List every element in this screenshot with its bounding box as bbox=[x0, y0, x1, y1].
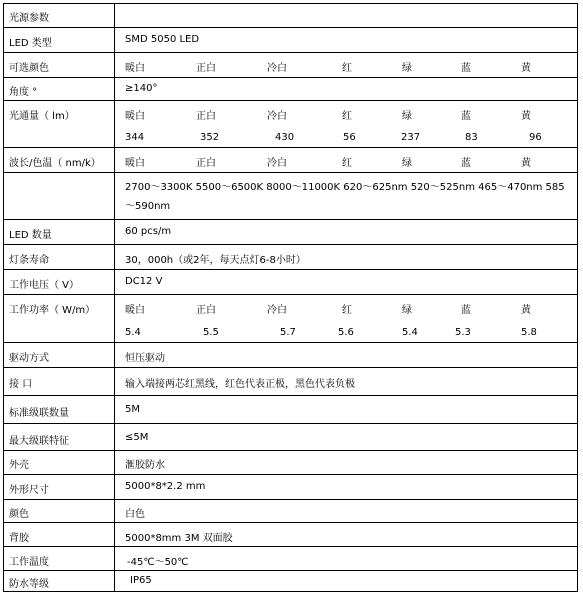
row-label: 外形尺寸 bbox=[9, 485, 49, 496]
row-label: 背胶 bbox=[9, 533, 29, 544]
table-row-housing bbox=[3, 451, 578, 475]
color-option: 黄 bbox=[521, 63, 531, 74]
table-row-lifetime bbox=[3, 245, 578, 270]
flux-color: 暖白 bbox=[125, 111, 145, 122]
row-label: 颜色 bbox=[9, 509, 29, 520]
flux-color: 正白 bbox=[196, 111, 216, 122]
color-option: 冷白 bbox=[267, 63, 287, 74]
column-divider bbox=[114, 3, 115, 592]
row-label: 防水等级 bbox=[9, 579, 49, 590]
color-option: 暖白 bbox=[125, 63, 145, 74]
wavelength-color: 冷白 bbox=[267, 158, 287, 169]
table-row-power bbox=[3, 295, 578, 343]
flux-value: 56 bbox=[343, 132, 356, 143]
power-color: 红 bbox=[342, 305, 352, 316]
table-row-colors bbox=[3, 53, 578, 78]
flux-value: 237 bbox=[401, 132, 421, 143]
row-label: 灯条寿命 bbox=[9, 255, 49, 266]
row-value: 输入端接两芯红黑线，红色代表正极，黑色代表负极 bbox=[125, 379, 355, 390]
row-label: 标准级联数量 bbox=[9, 408, 69, 419]
row-value: 恒压驱动 bbox=[125, 353, 165, 364]
table-row-interface bbox=[3, 368, 578, 396]
color-option: 红 bbox=[342, 63, 352, 74]
table-row-cascade-std bbox=[3, 396, 578, 424]
wavelength-color: 黄 bbox=[521, 158, 531, 169]
row-label: 外壳 bbox=[9, 460, 29, 471]
table-row-wavelength-header bbox=[3, 148, 578, 173]
table-row-temperature bbox=[3, 547, 578, 571]
flux-color: 蓝 bbox=[461, 111, 471, 122]
row-label: 工作功率（ W/m） bbox=[9, 305, 96, 316]
wavelength-color: 暖白 bbox=[125, 158, 145, 169]
color-option: 绿 bbox=[402, 63, 412, 74]
power-value: 5.8 bbox=[521, 327, 537, 338]
power-value: 5.6 bbox=[338, 327, 354, 338]
row-label: 驱动方式 bbox=[9, 353, 49, 364]
table-row-waterproof bbox=[3, 571, 578, 592]
power-value: 5.4 bbox=[402, 327, 418, 338]
row-value: ≥140° bbox=[125, 83, 158, 94]
row-label: 接 口 bbox=[9, 379, 33, 390]
flux-value: 344 bbox=[125, 132, 145, 143]
power-color: 蓝 bbox=[461, 305, 471, 316]
table-row-led-type bbox=[3, 28, 578, 53]
wavelength-color: 绿 bbox=[402, 158, 412, 169]
table-row-dimensions bbox=[3, 475, 578, 500]
power-color: 暖白 bbox=[125, 305, 145, 316]
row-value: 60 pcs/m bbox=[125, 226, 172, 237]
row-value: DC12 V bbox=[125, 276, 163, 287]
spec-table bbox=[3, 3, 578, 592]
color-option: 蓝 bbox=[461, 63, 471, 74]
flux-value: 83 bbox=[465, 132, 478, 143]
row-label: 工作电压（ V） bbox=[9, 280, 80, 291]
row-value: 5000*8*2.2 mm bbox=[125, 481, 206, 492]
row-label: 角度 ° bbox=[9, 87, 38, 98]
flux-value: 430 bbox=[275, 132, 295, 143]
flux-color: 绿 bbox=[402, 111, 412, 122]
power-color: 黄 bbox=[521, 305, 531, 316]
flux-value: 352 bbox=[200, 132, 220, 143]
power-value: 5.4 bbox=[125, 327, 141, 338]
row-value: 30，000h（或2年，每天点灯6-8小时） bbox=[125, 255, 306, 266]
wavelength-values: 2700～3300K 5500～6500K 8000～11000K 620～625nm 520～525nm 465～470nm 585～590nm bbox=[125, 182, 565, 212]
power-color: 正白 bbox=[196, 305, 216, 316]
row-label: LED 数量 bbox=[9, 230, 52, 241]
power-value: 5.7 bbox=[280, 327, 296, 338]
flux-color: 黄 bbox=[521, 111, 531, 122]
row-label: 波长/色温（ nm/k） bbox=[9, 158, 101, 169]
color-option: 正白 bbox=[196, 63, 216, 74]
row-value: IP65 bbox=[130, 575, 152, 586]
row-value: 5M bbox=[125, 404, 140, 415]
table-row-cascade-max bbox=[3, 424, 578, 451]
table-row-header bbox=[3, 3, 578, 28]
flux-color: 冷白 bbox=[267, 111, 287, 122]
row-value: ≤5M bbox=[125, 432, 149, 443]
row-label: 工作温度 bbox=[9, 557, 49, 568]
row-label: LED 类型 bbox=[9, 38, 52, 49]
flux-color: 红 bbox=[342, 111, 352, 122]
table-row-color bbox=[3, 500, 578, 523]
power-color: 冷白 bbox=[267, 305, 287, 316]
table-row-wavelength-values bbox=[3, 173, 578, 220]
wavelength-color: 正白 bbox=[196, 158, 216, 169]
row-value: SMD 5050 LED bbox=[125, 34, 200, 45]
row-value: -45℃～50℃ bbox=[127, 557, 189, 568]
wavelength-color: 红 bbox=[342, 158, 352, 169]
power-color: 绿 bbox=[402, 305, 412, 316]
table-row-flux bbox=[3, 101, 578, 148]
flux-value: 96 bbox=[529, 132, 542, 143]
table-row-voltage bbox=[3, 270, 578, 295]
wavelength-color: 蓝 bbox=[461, 158, 471, 169]
table-row-led-count bbox=[3, 220, 578, 245]
row-label: 最大级联特征 bbox=[9, 436, 69, 447]
row-label: 可选颜色 bbox=[9, 63, 49, 74]
power-value: 5.5 bbox=[203, 327, 219, 338]
power-value: 5.3 bbox=[455, 327, 471, 338]
table-row-adhesive bbox=[3, 523, 578, 547]
table-row-drive bbox=[3, 343, 578, 368]
row-value: 5000*8mm 3M 双面胶 bbox=[125, 533, 233, 544]
table-row-angle bbox=[3, 78, 578, 101]
row-label: 光通量（ lm） bbox=[9, 111, 75, 122]
section-title: 光源参数 bbox=[9, 13, 49, 24]
row-value: 白色 bbox=[125, 509, 145, 520]
row-value: 滙胶防水 bbox=[125, 460, 165, 471]
